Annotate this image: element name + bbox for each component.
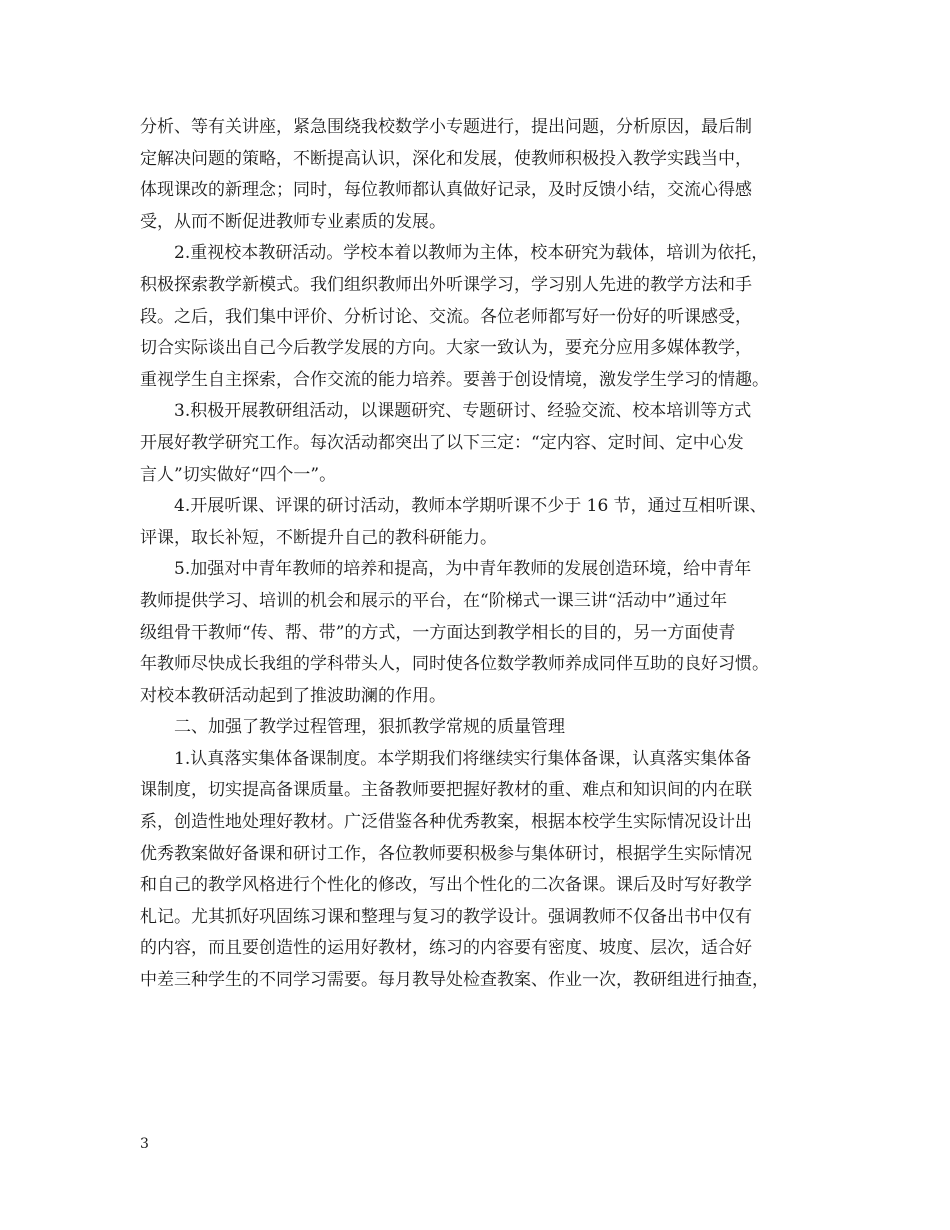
text-line: 中差三种学生的不同学习需要。每月教导处检查教案、作业一次，教研组进行抽查，	[140, 970, 769, 991]
text-line: 言人”切实做好“四个一”。	[140, 464, 337, 485]
text-line: 4.开展听课、评课的研讨活动，教师本学期听课不少于 16 节，通过互相听课、	[174, 496, 767, 517]
text-line: 教师提供学习、培训的机会和展示的平台，在“阶梯式一课三讲“活动中”通过年	[140, 590, 728, 611]
text-line: 1.认真落实集体备课制度。本学期我们将继续实行集体备课，认真落实集体备	[174, 748, 752, 769]
text-line: 优秀教案做好备课和研讨工作，各位教师要积极参与集体研讨，根据学生实际情况	[140, 843, 752, 864]
text-line: 5.加强对中青年教师的培养和提高，为中青年教师的发展创造环境，给中青年	[174, 559, 752, 580]
text-line: 级组骨干教师“传、帮、带”的方式，一方面达到教学相长的目的，另一方面使青	[140, 622, 736, 643]
text-line: 3.积极开展教研组活动，以课题研究、专题研讨、经验交流、校本培训等方式	[174, 401, 752, 422]
page-number: 3	[140, 1136, 149, 1152]
document-body	[140, 112, 832, 997]
text-line: 重视学生自主探索，合作交流的能力培养。要善于创设情境，激发学生学习的情趣。	[140, 369, 769, 390]
text-line: 积极探索教学新模式。我们组织教师出外听课学习，学习别人先进的教学方法和手	[140, 274, 752, 295]
text-line: 评课，取长补短，不断提升自己的教科研能力。	[140, 527, 497, 548]
text-line: 定解决问题的策略，不断提高认识，深化和发展，使教师积极投入教学实践当中，	[140, 148, 752, 169]
text-line: 切合实际谈出自己今后教学发展的方向。大家一致认为，要充分应用多媒体教学，	[140, 338, 752, 359]
text-line: 系，创造性地处理好教材。广泛借鉴各种优秀教案，根据本校学生实际情况设计出	[140, 812, 752, 833]
text-line: 段。之后，我们集中评价、分析讨论、交流。各位老师都写好一份好的听课感受，	[140, 306, 752, 327]
text-line: 二、加强了教学过程管理，狠抓教学常规的质量管理	[174, 717, 565, 738]
text-line: 体现课改的新理念；同时，每位教师都认真做好记录，及时反馈小结，交流心得感	[140, 180, 752, 201]
text-line: 对校本教研活动起到了推波助澜的作用。	[140, 685, 446, 706]
text-line: 和自己的教学风格进行个性化的修改，写出个性化的二次备课。课后及时写好教学	[140, 875, 752, 896]
text-line: 年教师尽快成长我组的学科带头人，同时使各位数学教师养成同伴互助的良好习惯。	[140, 654, 769, 675]
text-line: 分析、等有关讲座，紧急围绕我校数学小专题进行，提出问题，分析原因，最后制	[140, 117, 752, 137]
text-line: 受，从而不断促进教师专业素质的发展。	[140, 211, 446, 232]
text-line: 课制度，切实提高备课质量。主备教师要把握好教材的重、难点和知识间的内在联	[140, 780, 752, 801]
text-line: 的内容，而且要创造性的运用好教材，练习的内容要有密度、坡度、层次，适合好	[140, 938, 752, 959]
text-line: 札记。尤其抓好巩固练习课和整理与复习的教学设计。强调教师不仅备出书中仅有	[140, 906, 752, 927]
text-line: 2.重视校本教研活动。学校本着以教师为主体，校本研究为载体，培训为依托，	[174, 243, 769, 264]
text-line: 开展好教学研究工作。每次活动都突出了以下三定：“定内容、定时间、定中心发	[140, 432, 744, 453]
